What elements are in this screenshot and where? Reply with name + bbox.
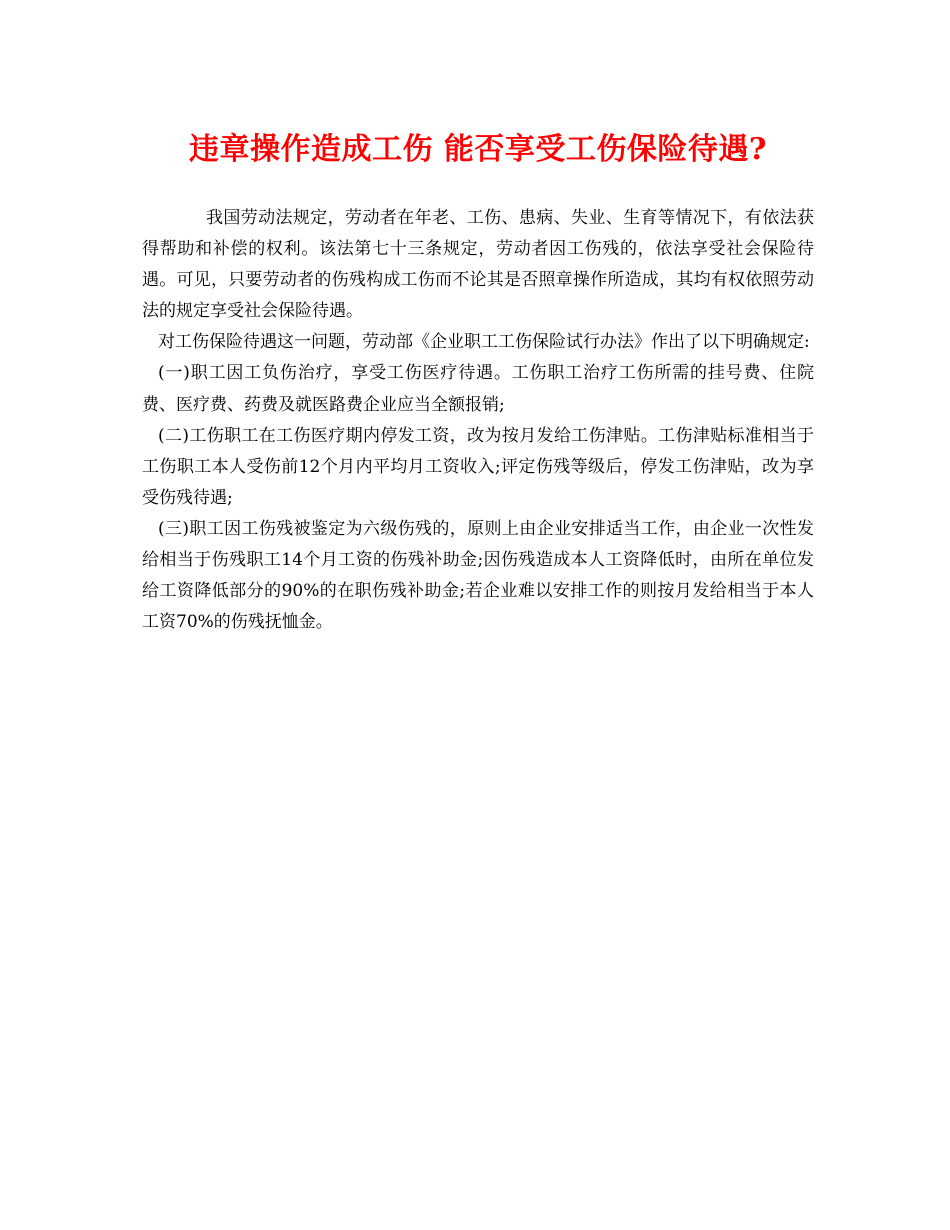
- paragraph-item-1: (一)职工因工负伤治疗，享受工伤医疗待遇。工伤职工治疗工伤所需的挂号费、住院费、医疗费、药费及就医路费企业应当全额报销;: [142, 363, 814, 415]
- paragraph-item-3: (三)职工因工伤残被鉴定为六级伤残的，原则上由企业安排适当工作，由企业一次性发给相当于伤残职工14个月工资的伤残补助金;因伤残造成本人工资降低时，由所在单位发给工资降低部分的90%的在职伤残补助金;若企业难以安排工作的则按月发给相当于本人工资70%的伤残抚恤金。: [142, 518, 814, 633]
- paragraph-intro: 我国劳动法规定，劳动者在年老、工伤、患病、失业、生育等情况下，有依法获得帮助和补偿的权利。该法第七十三条规定，劳动者因工伤残的，依法享受社会保险待遇。可见，只要劳动者的伤残构成工伤而不论其是否照章操作所造成，其均有权依照劳动法的规定享受社会保险待遇。: [142, 208, 814, 322]
- paragraph-regulation: 对工伤保险待遇这一问题，劳动部《企业职工工伤保险试行办法》作出了以下明确规定:: [158, 332, 810, 353]
- document-body: [142, 203, 814, 638]
- document-title: 违章操作造成工伤 能否享受工伤保险待遇?: [188, 132, 768, 167]
- paragraph-item-2: (二)工伤职工在工伤医疗期内停发工资，改为按月发给工伤津贴。工伤津贴标准相当于工伤职工本人受伤前12个月内平均月工资收入;评定伤残等级后，停发工伤津贴，改为享受伤残待遇;: [142, 425, 814, 508]
